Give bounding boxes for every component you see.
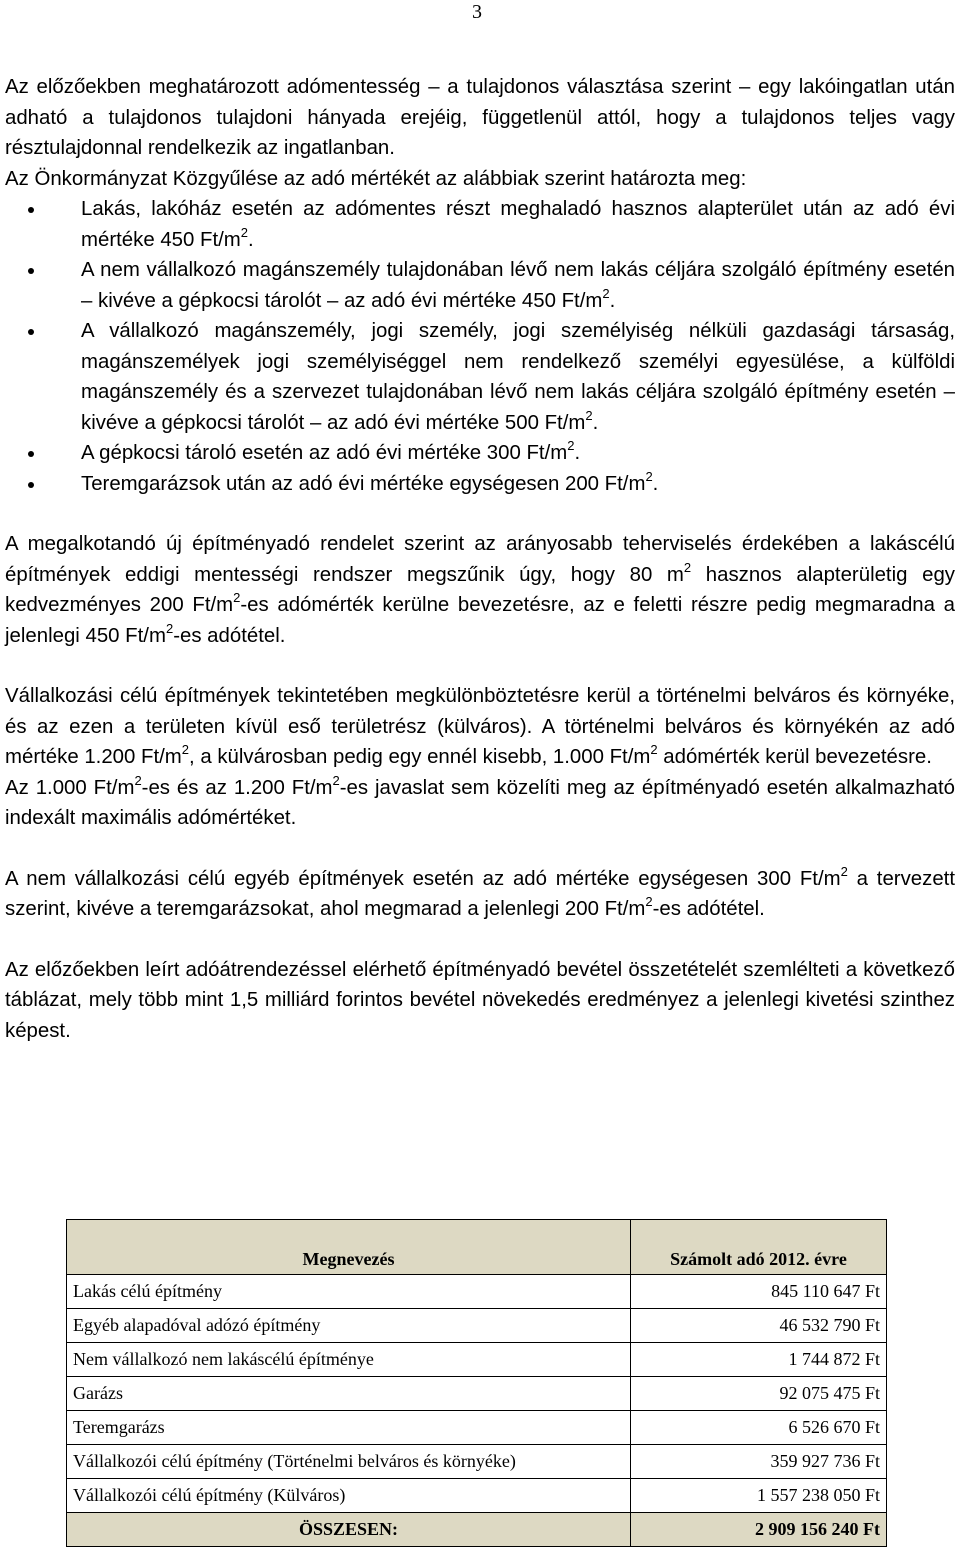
column-header-amount: Számolt adó 2012. évre	[631, 1220, 887, 1275]
row-name: Lakás célú építmény	[67, 1275, 631, 1309]
table-intro-paragraph: Az előzőekben leírt adóátrendezéssel elérhető építményadó bevétel összetételét szemlélteti a következő táblázat, mely több mint 1,5 milliárd forintos bevétel növekedés eredményez a jelenlegi kivetési szinthez képest.	[5, 958, 955, 1042]
non-business-paragraph: A nem vállalkozási célú egyéb építmények esetén az adó mértéke egységesen 300 $Ft/m^2$ a tervezett szerint, kivéve a teremgarázsokat, ahol megmarad a jelenlegi 200 $Ft/m^2-es$ adótétel.	[5, 863, 956, 920]
table-row	[67, 1275, 887, 1309]
table-row	[67, 1445, 887, 1479]
row-amount: 46 532 790 Ft	[631, 1309, 887, 1343]
row-name: Teremgarázs	[67, 1411, 631, 1445]
business-buildings-paragraph: Vállalkozási célú építmények tekintetében megkülönböztetésre kerül a történelmi belváros és környéke, és az ezen a területen kívül eső területrész (külváros). A történelmi belváros és környékén az adó mértéke 1.200 $Ft/m^2$, a külvárosban pedig egy ennél kisebb, 1.000 $Ft/m^2$ adómérték kerül bevezetésre. Az 1.000 $Ft/m^2-es$ és az 1.200 $Ft/m^2-es$ javaslat sem közelíti meg az építményadó esetén alkalmazható indexált maximális adómértéket.	[5, 685, 955, 829]
row-amount: 1 744 872 Ft	[631, 1343, 887, 1377]
total-label: ÖSSZESEN:	[67, 1513, 631, 1547]
row-name: Nem vállalkozó nem lakáscélú építménye	[67, 1343, 631, 1377]
row-name: Vállalkozói célú építmény (Történelmi belváros és környéke)	[67, 1445, 631, 1479]
rate-list-item: A vállalkozó magánszemély, jogi személy, jogi személyiség nélküli gazdasági társaság, magánszemélyek jogi személyiséggel nem rendelkező személyi egyesülése, a külföldi magánszemély és a szervezet tulajdonában lévő nem lakás céljára szolgáló építmény esetén – kivéve a gépkocsi tárolót – az adó évi mértéke 500 $Ft/m^2$.	[5, 316, 955, 438]
intro-rates-sentence: Az Önkormányzat Közgyűlése az adó mértékét az alábbiak szerint határozta meg:	[5, 167, 747, 190]
table-row	[67, 1377, 887, 1411]
rate-list-item: Teremgarázsok után az adó évi mértéke egységesen 200 $Ft/m^2$.	[5, 469, 955, 500]
table-row	[67, 1411, 887, 1445]
table-row	[67, 1479, 887, 1513]
row-name: Egyéb alapadóval adózó építmény	[67, 1309, 631, 1343]
row-amount: 6 526 670 Ft	[631, 1411, 887, 1445]
column-header-name: Megnevezés	[67, 1220, 631, 1275]
new-regulation-paragraph: A megalkotandó új építményadó rendelet szerint az arányosabb teherviselés érdekében a lakáscélú építmények eddigi mentességi rendszer megszűnik úgy, hogy 80 $m^2$ hasznos alapterületig egy kedvezményes 200 $Ft/m^2-es$ adómérték kerülne bevezetésre, az e feletti részre pedig megmaradna a jelenlegi 450 $Ft/m^2-es$ adótétel.	[5, 533, 955, 647]
row-amount: 1 557 238 050 Ft	[631, 1479, 887, 1513]
document-body	[5, 72, 955, 1046]
rate-list-item: A gépkocsi tároló esetén az adó évi mértéke 300 $Ft/m^2$.	[5, 438, 955, 469]
row-amount: 92 075 475 Ft	[631, 1377, 887, 1411]
page-number: 3	[472, 1, 482, 23]
total-amount: 2 909 156 240 Ft	[631, 1513, 887, 1547]
table-row	[67, 1309, 887, 1343]
rate-list-item: Lakás, lakóház esetén az adómentes részt meghaladó hasznos alapterület után az adó évi mértéke 450 $Ft/m^2$.	[5, 194, 955, 255]
table-header-row	[67, 1220, 887, 1275]
table-row	[67, 1343, 887, 1377]
row-amount: 359 927 736 Ft	[631, 1445, 887, 1479]
row-amount: 845 110 647 Ft	[631, 1275, 887, 1309]
tax-revenue-table	[66, 1219, 887, 1547]
intro-paragraph: Az előzőekben meghatározott adómentesség – a tulajdonos választása szerint – egy lakóingatlan után adható a tulajdonos tulajdoni hányada erejéig, függetlenül attól, hogy a tulajdonos teljes vagy résztulajdonnal rendelkezik az ingatlanban.	[5, 76, 955, 159]
row-name: Garázs	[67, 1377, 631, 1411]
table-total-row	[67, 1513, 887, 1547]
rate-list-item: A nem vállalkozó magánszemély tulajdonában lévő nem lakás céljára szolgáló építmény esetén – kivéve a gépkocsi tárolót – az adó évi mértéke 450 $Ft/m^2$.	[5, 255, 955, 316]
rate-list	[5, 194, 955, 499]
row-name: Vállalkozói célú építmény (Külváros)	[67, 1479, 631, 1513]
